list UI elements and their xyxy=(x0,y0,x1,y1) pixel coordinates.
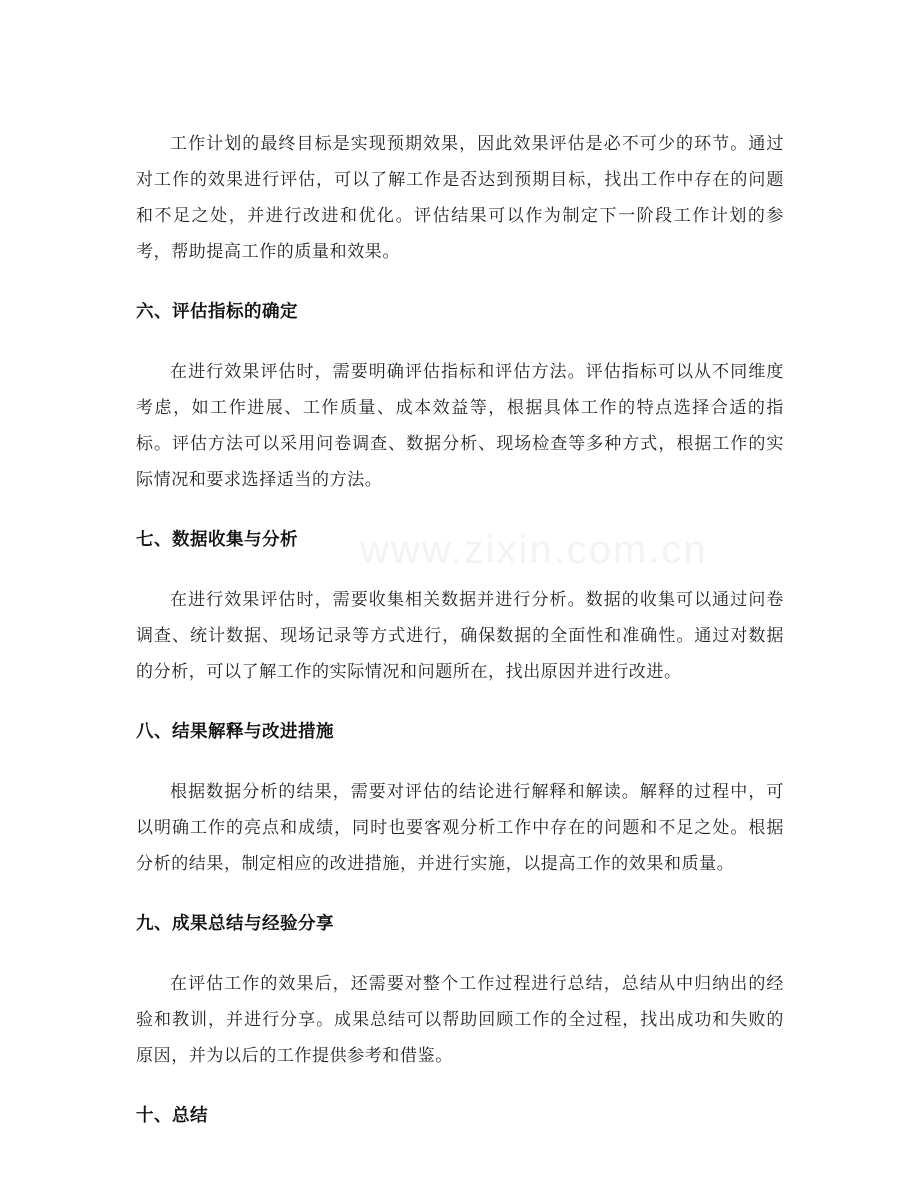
watermark: www.zixin.com.cn xyxy=(360,528,708,572)
section-paragraph-6: 在进行效果评估时，需要明确评估指标和评估方法。评估指标可以从不同维度考虑，如工作进展、工作质量、成本效益等，根据具体工作的特点选择合适的指标。评估方法可以采用问卷调查、数据分析、现场检查等多种方式，根据工作的实际情况和要求选择适当的方法。 xyxy=(136,362,784,490)
section-heading-8: 八、结果解释与改进措施 xyxy=(136,722,334,742)
section-heading-9: 九、成果总结与经验分享 xyxy=(136,914,334,934)
section-heading-7: 七、数据收集与分析 xyxy=(136,530,298,550)
section-paragraph-8: 根据数据分析的结果，需要对评估的结论进行解释和解读。解释的过程中，可以明确工作的亮点和成绩，同时也要客观分析工作中存在的问题和不足之处。根据分析的结果，制定相应的改进措施，并进行实施，以提高工作的效果和质量。 xyxy=(136,782,784,874)
section-heading-6: 六、评估指标的确定 xyxy=(136,302,298,322)
section-paragraph-9: 在评估工作的效果后，还需要对整个工作过程进行总结，总结从中归纳出的经验和教训，并进行分享。成果总结可以帮助回顾工作的全过程，找出成功和失败的原因，并为以后的工作提供参考和借鉴。 xyxy=(136,974,784,1066)
document-body xyxy=(136,126,784,1130)
intro-paragraph: 工作计划的最终目标是实现预期效果，因此效果评估是必不可少的环节。通过对工作的效果进行评估，可以了解工作是否达到预期目标，找出工作中存在的问题和不足之处，并进行改进和优化。评估结果可以作为制定下一阶段工作计划的参考，帮助提高工作的质量和效果。 xyxy=(136,134,784,262)
section-heading-10: 十、总结 xyxy=(136,1106,208,1126)
section-paragraph-7: 在进行效果评估时，需要收集相关数据并进行分析。数据的收集可以通过问卷调查、统计数据、现场记录等方式进行，确保数据的全面性和准确性。通过对数据的分析，可以了解工作的实际情况和问题所在，找出原因并进行改进。 xyxy=(136,590,784,682)
